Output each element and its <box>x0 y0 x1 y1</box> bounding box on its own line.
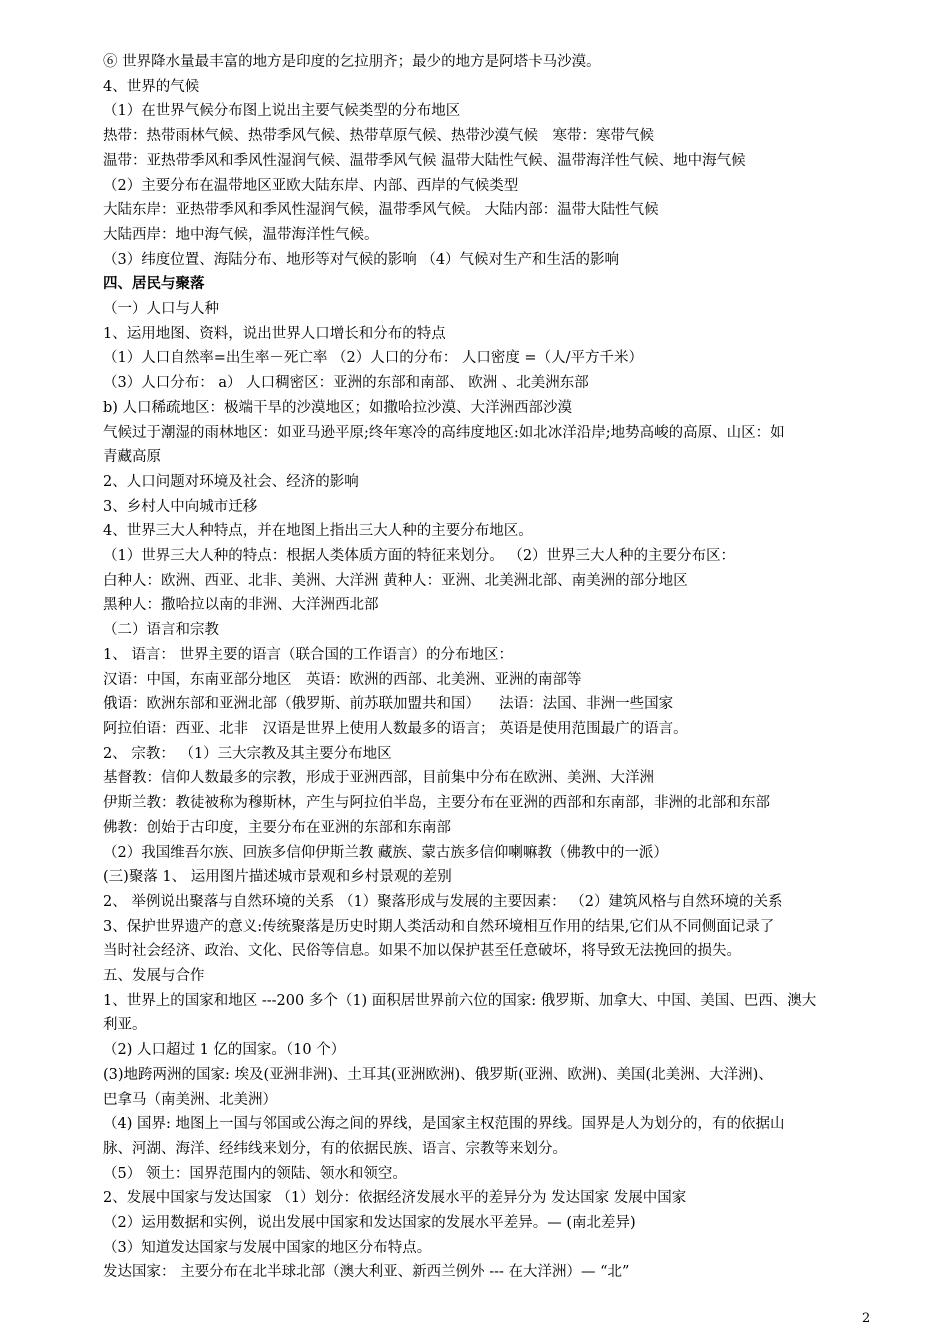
text-line: （2）运用数据和实例，说出发展中国家和发达国家的发展水平差异。— (南北差异) <box>103 1215 636 1232</box>
text-line: 1、世界上的国家和地区 ---200 多个（1) 面积居世界前六位的国家: 俄罗斯、加拿大、中国、美国、巴西、澳大 <box>103 992 817 1009</box>
text-line: 脉、河湖、海洋、经纬线来划分，有的依据民族、语言、宗教等来划分。 <box>103 1140 567 1157</box>
text-line: 2、 举例说出聚落与自然环境的关系 （1）聚落形成与发展的主要因素： （2）建筑风格与自然环境的关系 <box>103 893 783 910</box>
text-line: 五、发展与合作 <box>103 968 205 985</box>
text-line: （5） 领土：国界范围内的领陆、领水和领空。 <box>103 1165 407 1182</box>
text-line: 汉语：中国，东南亚部分地区 英语：欧洲的西部、北美洲、亚洲的南部等 <box>103 671 582 688</box>
text-line: 2、人口问题对环境及社会、经济的影响 <box>103 473 359 490</box>
text-line: 当时社会经济、政治、文化、民俗等信息。如果不加以保护甚至任意破坏，将导致无法挽回的损失。 <box>103 943 741 960</box>
text-line: 2、 宗教： （1）三大宗教及其主要分布地区 <box>103 745 392 762</box>
text-line: （2）我国维吾尔族、回族多信仰伊斯兰教 藏族、蒙古族多信仰喇嘛教（佛教中的一派） <box>103 844 668 861</box>
text-line: （一）人口与人种 <box>103 301 219 318</box>
text-line: 4、世界的气候 <box>103 78 200 95</box>
text-line: 大陆东岸：亚热带季风和季风性湿润气候，温带季风气候。 大陆内部：温带大陆性气候 <box>103 202 659 219</box>
text-line: （4) 国界: 地图上一国与邻国或公海之间的界线，是国家主权范围的界线。国界是人为划分的，有的依据山 <box>103 1116 785 1133</box>
text-line: （1）世界三大人种的特点：根据人类体质方面的特征来划分。 （2）世界三大人种的主要分布区： <box>103 548 736 565</box>
text-line: 黑种人：撒哈拉以南的非洲、大洋洲西北部 <box>103 597 379 614</box>
text-line: （1）在世界气候分布图上说出主要气候类型的分布地区 <box>103 103 461 120</box>
text-line: 温带：亚热带季风和季风性湿润气候、温带季风气候 温带大陆性气候、温带海洋性气候、地中海气候 <box>103 152 746 169</box>
text-line: 气候过于潮湿的雨林地区：如亚马逊平原;终年寒冷的高纬度地区:如北冰洋沿岸;地势高峻的高原、山区：如 <box>103 424 785 441</box>
text-line: 2、发展中国家与发达国家 （1）划分：依据经济发展水平的差异分为 发达国家 发展中国家 <box>103 1190 687 1207</box>
text-line: 3、乡村人中向城市迁移 <box>103 498 258 515</box>
text-line: (3)地跨两洲的国家: 埃及(亚洲非洲)、土耳其(亚洲欧洲)、俄罗斯(亚洲、欧洲)、美国(北美洲、大洋洲)、 <box>103 1066 773 1083</box>
text-line: （2）主要分布在温带地区亚欧大陆东岸、内部、西岸的气候类型 <box>103 177 519 194</box>
text-line: 1、 语言： 世界主要的语言（联合国的工作语言）的分布地区： <box>103 646 513 663</box>
text-line: 佛教：创始于古印度，主要分布在亚洲的东部和东南部 <box>103 819 451 836</box>
section-heading: 四、居民与聚落 <box>103 275 205 293</box>
text-line: （1）人口自然率=出生率－死亡率 （2）人口的分布： 人口密度 =（人/平方千米） <box>103 350 643 367</box>
text-line: 巴拿马（南美洲、北美洲） <box>103 1091 277 1108</box>
text-line: （3）纬度位置、海陆分布、地形等对气候的影响 （4）气候对生产和生活的影响 <box>103 251 620 268</box>
text-line: 俄语：欧洲东部和亚洲北部（俄罗斯、前苏联加盟共和国） 法语：法国、非洲一些国家 <box>103 696 674 713</box>
text-line: 4、世界三大人种特点，并在地图上指出三大人种的主要分布地区。 <box>103 523 533 540</box>
text-line: 青藏高原 <box>103 449 161 466</box>
text-line: 伊斯兰教：教徒被称为穆斯林，产生与阿拉伯半岛，主要分布在亚洲的西部和东南部，非洲的北部和东部 <box>103 795 770 812</box>
text-line: 3、保护世界遗产的意义:传统聚落是历史时期人类活动和自然环境相互作用的结果,它们从不同侧面记录了 <box>103 918 775 935</box>
text-line: （3）知道发达国家与发展中国家的地区分布特点。 <box>103 1239 432 1256</box>
text-line: （2) 人口超过 1 亿的国家。（10 个） <box>103 1042 346 1059</box>
text-line: 基督教：信仰人数最多的宗教，形成于亚洲西部，目前集中分布在欧洲、美洲、大洋洲 <box>103 770 654 787</box>
text-line: 利亚。 <box>103 1017 147 1034</box>
text-line: 发达国家： 主要分布在北半球北部（澳大利亚、新西兰例外 --- 在大洋洲）— “北” <box>103 1264 630 1281</box>
text-line: 阿拉伯语：西亚、北非 汉语是世界上使用人数最多的语言； 英语是使用范围最广的语言。 <box>103 720 688 737</box>
text-line: (三)聚落 1、 运用图片描述城市景观和乡村景观的差别 <box>103 869 452 886</box>
text-line: 1、运用地图、资料，说出世界人口增长和分布的特点 <box>103 325 446 342</box>
text-line: 白种人：欧洲、西亚、北非、美洲、大洋洲 黄种人：亚洲、北美洲北部、南美洲的部分地区 <box>103 572 688 589</box>
text-line: ⑥ 世界降水量最丰富的地方是印度的乞拉朋齐；最少的地方是阿塔卡马沙漠。 <box>103 54 601 70</box>
text-line: 大陆西岸：地中海气候，温带海洋性气候。 <box>103 226 379 243</box>
text-line: 热带：热带雨林气候、热带季风气候、热带草原气候、热带沙漠气候 寒带：寒带气候 <box>103 128 654 145</box>
text-line: （3）人口分布： a） 人口稠密区：亚洲的东部和南部、 欧洲 、北美洲东部 <box>103 375 589 392</box>
document-body <box>103 50 878 1285</box>
text-line: b) 人口稀疏地区：极端干旱的沙漠地区；如撒哈拉沙漠、大洋洲西部沙漠 <box>103 399 573 416</box>
text-line: （二）语言和宗教 <box>103 622 219 639</box>
page-number: 2 <box>862 1311 871 1326</box>
